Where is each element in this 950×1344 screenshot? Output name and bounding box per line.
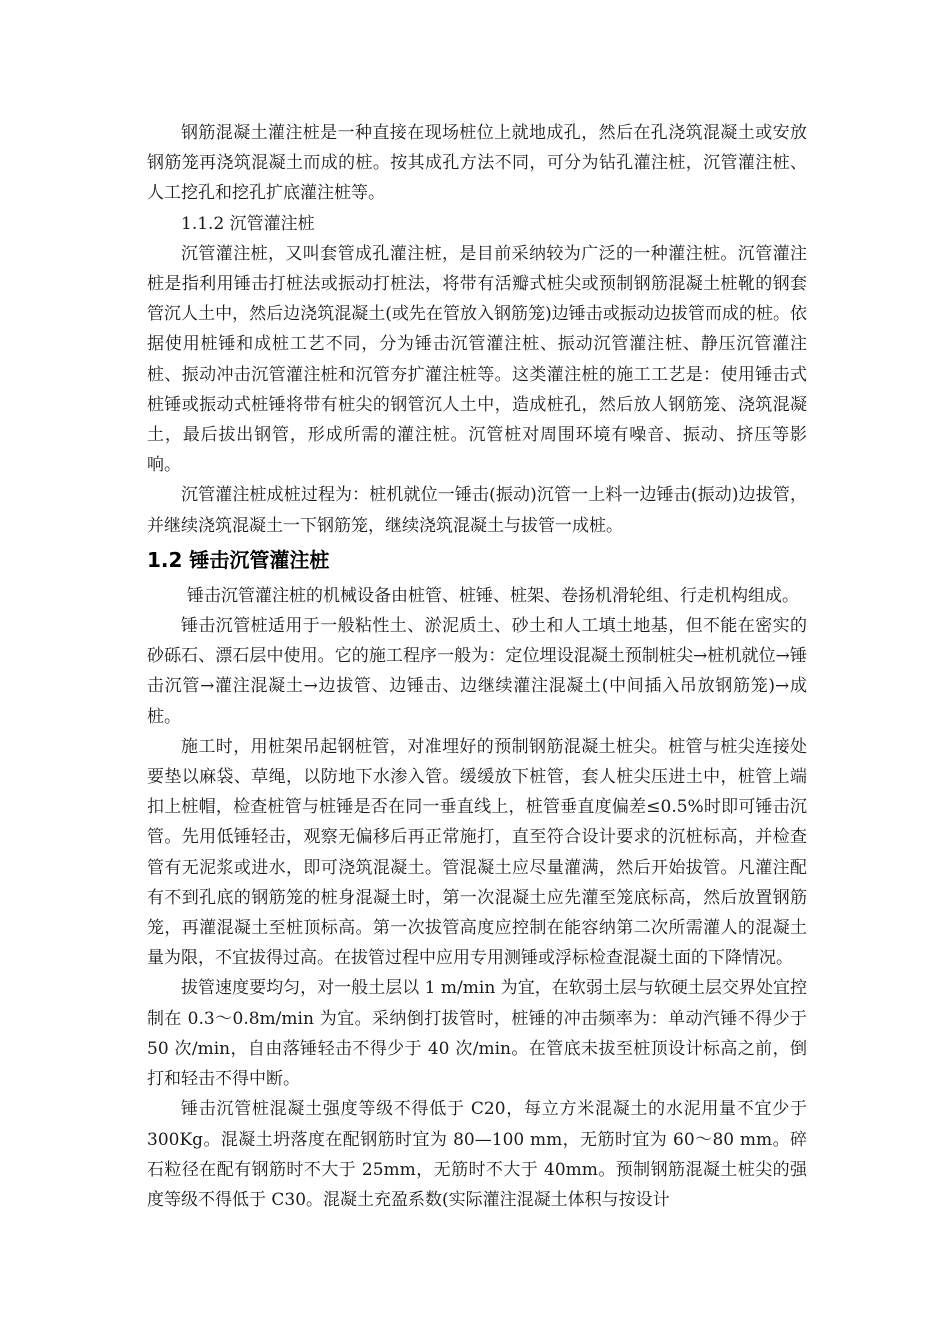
document-body	[147, 118, 807, 1215]
paragraph-equipment: 锤击沉管灌注桩的机械设备由桩管、桩锤、桩架、卷扬机滑轮组、行走机构组成。	[187, 585, 799, 606]
paragraph-sunk-tube-pile-definition: 沉管灌注桩，又叫套管成孔灌注桩，是目前采纳较为广泛的一种灌注桩。沉管灌注桩是指利用锤击打桩法或振动打桩法，将带有活瓣式桩尖或预制钢筋混凝土桩靴的钢套管沉人土中，然后边浇筑混凝土(或先在管放入钢筋笼)边锤击或振动边拔管而成的桩。依据使用桩锤和成桩工艺不同，分为锤击沉管灌注桩、振动沉管灌注桩、静压沉管灌注桩、振动冲击沉管灌注桩和沉管夯扩灌注桩等。这类灌注桩的施工工艺是：使用锤击式桩锤或振动式桩锤将带有桩尖的钢管沉人土中，造成桩孔，然后放人钢筋笼、浇筑混凝土，最后拔出钢管，形成所需的灌注桩。沉管桩对周围环境有噪音、振动、挤压等影响。	[147, 243, 807, 476]
paragraph-bored-pile-intro: 钢筋混凝土灌注桩是一种直接在现场桩位上就地成孔，然后在孔浇筑混凝土或安放钢筋笼再浇筑混凝土而成的桩。按其成孔方法不同，可分为钻孔灌注桩，沉管灌注桩、人工挖孔和挖孔扩底灌注桩等。	[147, 123, 807, 204]
paragraph-applicability: 锤击沉管桩适用于一般粘性土、淤泥质土、砂土和人工填土地基，但不能在密实的砂砾石、漂石层中使用。它的施工程序一般为：定位埋设混凝土预制桩尖→桩机就位→锤击沉管→灌注混凝土→边拔管、边锤击、边继续灌注混凝土(中间插入吊放钢筋笼)→成桩。	[147, 616, 807, 727]
paragraph-sunk-tube-pile-process: 沉管灌注桩成桩过程为：桩机就位一锤击(振动)沉管一上料一边锤击(振动)边拔管，并继续浇筑混凝土一下钢筋笼，继续浇筑混凝土与拔管一成桩。	[147, 485, 807, 536]
paragraph-concrete-requirements: 锤击沉管桩混凝土强度等级不得低于 C20，每立方米混凝土的水泥用量不宜少于 300Kg。混凝土坍落度在配钢筋时宜为 80—100 mm，无筋时宜为 60～80 mm。碎石粒径在配有钢筋时不大于 25mm，无筋时不大于 40mm。预制钢筋混凝土桩尖的强度等级不得低于 C30。混凝土充盈系数(实际灌注混凝土体积与按设计	[147, 1099, 807, 1210]
subheading-sunk-tube-pile: 1.1.2 沉管灌注桩	[181, 213, 315, 234]
section-heading-hammer-sunk-pile: 1.2 锤击沉管灌注桩	[147, 547, 330, 572]
paragraph-construction: 施工时，用桩架吊起钢桩管，对准埋好的预制钢筋混凝土桩尖。桩管与桩尖连接处要垫以麻袋、草绳，以防地下水渗入管。缓缓放下桩管，套人桩尖压进土中，桩管上端扣上桩帽，检查桩管与桩锤是否在同一垂直线上，桩管垂直度偏差≤0.5%时即可锤击沉管。先用低锤轻击，观察无偏移后再正常施打，直至符合设计要求的沉桩标高，并检查管有无泥浆或进水，即可浇筑混凝土。管混凝土应尽量灌满，然后开始拔管。凡灌注配有不到孔底的钢筋笼的桩身混凝土时，第一次混凝土应先灌至笼底标高，然后放置钢筋笼，再灌混凝土至桩顶标高。第一次拔管高度应控制在能容纳第二次所需灌人的混凝土量为限，不宜拔得过高。在拔管过程中应用专用测锤或浮标检查混凝土面的下降情况。	[147, 736, 807, 969]
paragraph-pulling-speed: 拔管速度要均匀，对一般土层以 1 m/min 为宜，在软弱土层与软硬土层交界处宜控制在 0.3～0.8m/min 为宜。采纳倒打拔管时，桩锤的冲击频率为：单动汽锤不得少于 50 次/min，自由落锤轻击不得少于 40 次/min。在管底未拔至桩顶设计标高之前，倒打和轻击不得中断。	[147, 978, 807, 1090]
